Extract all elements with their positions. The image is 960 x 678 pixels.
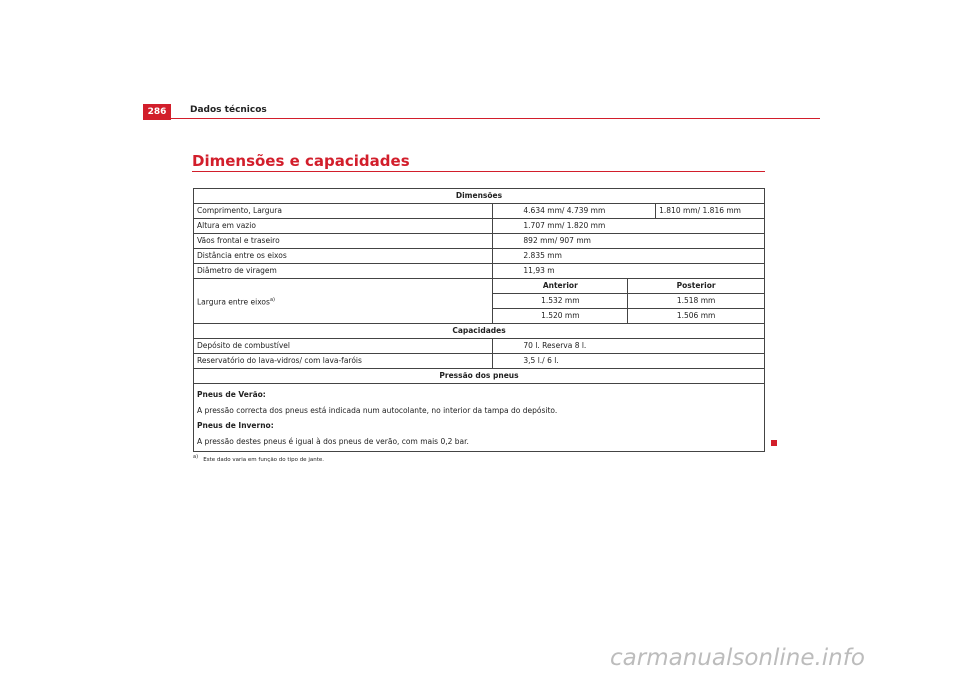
row-value: 892 mm/ 907 mm: [493, 234, 765, 249]
row-value-secondary: 1.810 mm/ 1.816 mm: [656, 204, 765, 219]
winter-tyres-text: A pressão destes pneus é igual à dos pneus de verão, com mais 0,2 bar.: [197, 436, 469, 446]
header-divider: [143, 118, 820, 119]
track-front-value: 1.532 mm: [493, 294, 628, 309]
track-label-cell: [194, 279, 493, 324]
row-label: Diâmetro de viragem: [194, 264, 493, 279]
row-value: 2.835 mm: [493, 249, 765, 264]
row-label: Comprimento, Largura: [194, 204, 493, 219]
row-label: Reservatório do lava-vidros/ com lava-faróis: [194, 354, 493, 369]
capacities-heading: Capacidades: [194, 324, 765, 339]
title-divider: [192, 171, 765, 172]
row-value: 70 l. Reserva 8 l.: [493, 339, 765, 354]
watermark: carmanualsonline.info: [610, 645, 865, 671]
table-row: [194, 204, 765, 219]
footnote: [193, 454, 324, 463]
end-of-section-marker: [771, 440, 777, 446]
table-row: [194, 264, 765, 279]
row-label: Vãos frontal e traseiro: [194, 234, 493, 249]
tyres-cell: [194, 384, 765, 452]
track-rear-value: 1.506 mm: [628, 309, 765, 324]
table-row: [194, 249, 765, 264]
footnote-marker: a): [193, 454, 199, 460]
track-header-row: [194, 279, 765, 294]
page-number: 286: [143, 104, 171, 120]
table-row: [194, 234, 765, 249]
summer-tyres-title: Pneus de Verão:: [197, 390, 266, 399]
footnote-text: Este dado varia em função do tipo de jante.: [203, 456, 324, 463]
row-value: 4.634 mm/ 4.739 mm: [493, 204, 656, 219]
row-value: 11,93 m: [493, 264, 765, 279]
summer-tyres-text: A pressão correcta dos pneus está indicada num autocolante, no interior da tampa do depósito.: [197, 405, 558, 415]
dimensions-heading-row: [194, 189, 765, 204]
capacities-heading-row: [194, 324, 765, 339]
winter-tyres-title: Pneus de Inverno:: [197, 421, 274, 430]
tyres-heading: Pressão dos pneus: [194, 369, 765, 384]
section-header: Dados técnicos: [190, 105, 267, 115]
row-label: Depósito de combustível: [194, 339, 493, 354]
table-row: [194, 219, 765, 234]
front-header: Anterior: [493, 279, 628, 294]
row-label: Distância entre os eixos: [194, 249, 493, 264]
rear-header: Posterior: [628, 279, 765, 294]
row-value: 1.707 mm/ 1.820 mm: [493, 219, 765, 234]
table-row: [194, 354, 765, 369]
tyres-row: [194, 384, 765, 452]
page-title: Dimensões e capacidades: [192, 152, 410, 170]
table-row: [194, 339, 765, 354]
row-value: 3,5 l./ 6 l.: [493, 354, 765, 369]
row-label: Altura em vazio: [194, 219, 493, 234]
track-front-value: 1.520 mm: [493, 309, 628, 324]
specifications-table: [193, 188, 765, 452]
footnote-ref: a): [269, 296, 275, 303]
track-rear-value: 1.518 mm: [628, 294, 765, 309]
tyres-heading-row: [194, 369, 765, 384]
dimensions-heading: Dimensões: [194, 189, 765, 204]
track-label: Largura entre eixos: [197, 297, 270, 307]
